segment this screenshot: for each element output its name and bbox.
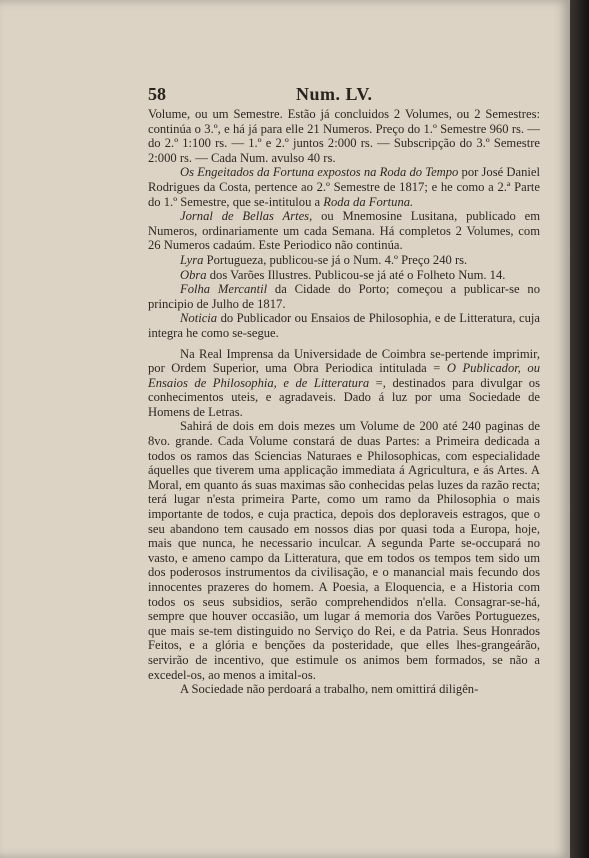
italic-run: Folha Mercantil [180, 282, 268, 297]
italic-run: Os Engeitados da Fortuna expostos na Roda do Tempo [180, 165, 459, 180]
text-run: A Sociedade não perdoará a trabalho, nem omittirá diligên- [180, 682, 479, 697]
text-run: por José Daniel Rodrigues da Costa, pertence ao 2.º Semestre de 1817; e he como a 2.ª Parte do 1.º Semestre, que se-intitulou a [148, 165, 540, 209]
paragraph-continuation [148, 107, 540, 165]
paragraph-noticia [148, 311, 540, 340]
italic-run: O Publicador, ou Ensaios de Philosophia, e de Litteratura [148, 361, 541, 390]
page-number: 58 [148, 84, 166, 104]
running-head: Num. LV. [296, 84, 373, 104]
italic-run: Noticia [180, 311, 218, 326]
paragraph-lyra [148, 253, 540, 268]
text-run: , ou Mnemosine Lusitana, publicado em Numeros, ordinariamente um cada Semana. Há completos 2 Volumes, com 26 Numeros cadaúm. Este Periodico não continúa. [148, 209, 541, 253]
book-spine [570, 0, 589, 858]
body-text [148, 107, 540, 697]
paragraph-folha [148, 282, 540, 311]
italic-run: Roda da Fortuna. [323, 194, 414, 209]
text-run: Sahirá de dois em dois mezes um Volume de 200 até 240 paginas de 8vo. grande. Cada Volume constará de duas Partes: a Primeira dedicada a todos os ramos das Sciencias Naturaes e Philosophicas, com especialidade áquelles que tiverem uma applicação immediata á Agricultura, e ás Artes. A Moral, em quanto ás suas maximas são conhecidas pelas luzes da razão recta; terá lugar n'esta primeira Parte, como um ramo da Philosophia o mais importante de todos, e cuja practica, depois dos deploraveis estragos, que o seu abandono tem causado em nossos dias por quasi toda a Europa, hoje, mais que nunca, he necessario inculcar. A segunda Parte se-occupará no vasto, e ameno campo da Litteratura, que em todos os tempos tem sido um dos poderosos instrumentos da civilisação, e o manancial mais fecundo dos innocentes prazeres do homem. A Poesia, a Eloquencia, e a Historia com todos os seus subsidios, serão comprehendidos n'ella. Consagrar-se-há, sempre que houver occasião, um lugar á memoria dos Varões Portuguezes, que mais se-tem distinguido no Serviço do Rei, e da Patria. Seus Honrados Feitos, e a glória e benções da posteridade, que elles lhes-grangeárão, servirão de incentivo, que estimule os animos bem formados, se não a excedel-os, ao menos a imital-os. [148, 419, 540, 682]
paragraph-jornal [148, 209, 540, 253]
italic-run: Jornal de Bellas Artes [180, 209, 310, 224]
italic-run: Lyra [180, 252, 204, 267]
text-run: da Cidade do Porto; começou a publicar-se no principio de Julho de 1817. [148, 282, 540, 311]
paragraph-announcement [148, 347, 540, 420]
paragraph-obra [148, 268, 540, 283]
text-run: Na Real Imprensa da Universidade de Coimbra se-pertende imprimir, por Ordem Superior, uma Obra Periodica intitulada = [148, 346, 540, 376]
page-header [148, 84, 518, 108]
text-run: Volume, ou um Semestre. Estão já concluidos 2 Volumes, ou 2 Semestres: continúa o 3.º, e há já para elle 21 Numeros. Preço do 1.º Semestre 960 rs. — do 2.º 1:100 rs. — 1.º e 2.º juntos 2:000 rs. — Subscripção do 3.º Semestre 2:000 rs. — Cada Num. avulso 40 rs. [148, 107, 540, 165]
text-run: Portugueza, publicou-se já o Num. 4.º Preço 240 rs. [203, 252, 468, 267]
text-run: do Publicador ou Ensaios de Philosophia, e de Litteratura, cuja integra he como se-segue. [148, 311, 540, 340]
paragraph-closing [148, 682, 540, 697]
text-run: =, destinados para divulgar os conhecimentos uteis, e agradaveis. Dado á luz por uma Sociedade de Homens de Letras. [148, 375, 541, 419]
paragraph-engeitados [148, 165, 540, 209]
italic-run: Obra [180, 267, 207, 282]
text-run: dos Varões Illustres. Publicou-se já até o Folheto Num. 14. [206, 267, 506, 282]
paragraph-description [148, 419, 540, 682]
